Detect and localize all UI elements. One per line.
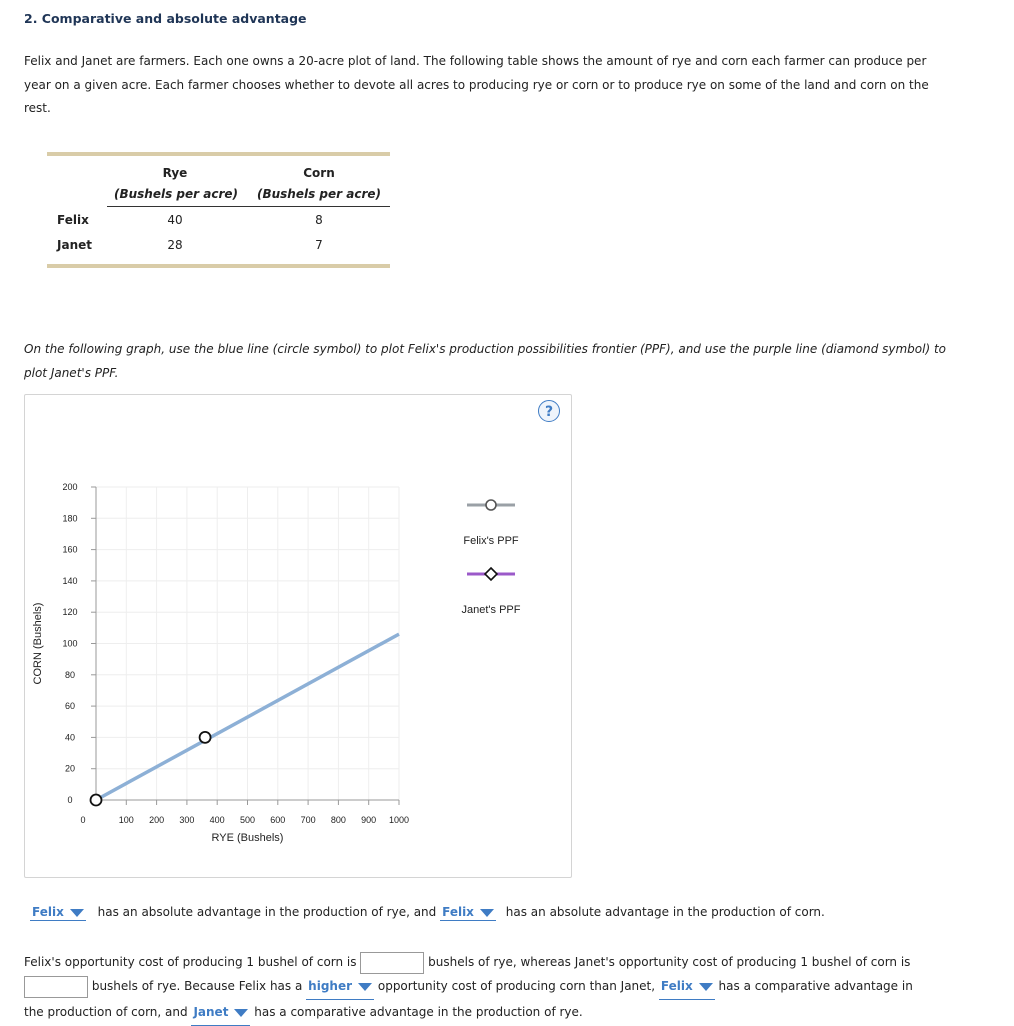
chevron-down-icon <box>70 909 84 917</box>
comparative-advantage-corn-dropdown[interactable] <box>659 974 715 1000</box>
row-label-felix: Felix <box>57 213 89 227</box>
x-tick-label: 400 <box>209 815 225 825</box>
y-tick-labels <box>62 482 77 805</box>
y-tick-label: 60 <box>64 701 76 712</box>
comparative-advantage-rye-dropdown[interactable] <box>191 1000 250 1026</box>
cell-janet-corn: 7 <box>315 238 323 252</box>
absolute-advantage-sentence <box>30 905 825 921</box>
felix-ppf-point <box>91 795 102 806</box>
y-tick-label: 140 <box>62 575 78 586</box>
opportunity-cost-paragraph <box>24 950 974 1026</box>
x-tick-label: 600 <box>270 815 286 825</box>
legend-felix-label: Felix's PPF <box>463 535 519 547</box>
y-tick-label: 40 <box>64 732 76 743</box>
dropdown-value: Felix <box>32 905 64 919</box>
cell-janet-rye: 28 <box>167 238 183 252</box>
col-corn-unit: (Bushels per acre) <box>256 187 381 201</box>
sentence-text: has a comparative advantage in the production of rye. <box>254 1005 583 1019</box>
y-tick-label: 120 <box>62 607 78 618</box>
chart-axes <box>91 487 399 805</box>
intro-paragraph: Felix and Janet are farmers. Each one owns a 20-acre plot of land. The following table shows the amount of rye and corn each farmer can produce per year on a given acre. Each farmer chooses whether to devote all acres to producing rye or corn or to produce rye on some of the land and corn on the rest. <box>24 54 929 115</box>
graph-panel <box>24 394 572 878</box>
legend-diamond-icon[interactable] <box>485 568 497 580</box>
col-rye-unit: (Bushels per acre) <box>113 187 238 201</box>
x-axis-label: RYE (Bushels) <box>211 832 284 844</box>
y-tick-label: 20 <box>64 763 76 774</box>
x-tick-label: 700 <box>300 815 316 825</box>
felix-ppf-point <box>200 732 211 743</box>
x-tick-label: 500 <box>239 815 256 825</box>
dropdown-value: Janet <box>193 1005 229 1019</box>
sentence-text: has an absolute advantage in the production of corn. <box>505 905 825 919</box>
sentence-text: bushels of rye. Because Felix has a <box>91 979 303 993</box>
x-tick-label: 200 <box>149 815 165 825</box>
dropdown-value: Felix <box>660 979 693 993</box>
legend-felix[interactable] <box>463 500 519 547</box>
x-tick-label: 900 <box>361 815 377 825</box>
header-rule <box>107 206 390 207</box>
question-heading: 2. Comparative and absolute advantage <box>24 11 307 26</box>
x-tick-label: 800 <box>330 815 346 825</box>
y-tick-label: 200 <box>62 482 78 492</box>
chart-grid <box>96 487 399 800</box>
legend-circle-icon[interactable] <box>486 500 496 510</box>
chevron-down-icon <box>699 983 713 991</box>
sentence-text: the production of corn, and <box>24 1005 188 1019</box>
opportunity-cost-comparison-dropdown[interactable] <box>306 974 374 1000</box>
x-tick-labels <box>80 815 409 825</box>
cell-felix-corn: 8 <box>315 213 323 227</box>
row-label-janet: Janet <box>57 238 92 252</box>
chart-series <box>91 634 400 805</box>
ppf-chart[interactable] <box>25 395 571 877</box>
y-tick-label: 0 <box>67 795 73 805</box>
graph-instructions: On the following graph, use the blue line (circle symbol) to plot Felix's production possibilities frontier (PPF), and use the purple line (diamond symbol) to plot Janet's PPF. <box>24 342 947 380</box>
x-tick-label: 300 <box>179 815 195 825</box>
x-tick-label: 100 <box>118 815 134 825</box>
sentence-text: opportunity cost of producing corn than Janet, <box>377 979 656 993</box>
chevron-down-icon <box>234 1009 248 1017</box>
sentence-text: Felix's opportunity cost of producing 1 bushel of corn is <box>24 955 357 969</box>
y-tick-label: 100 <box>62 638 78 649</box>
cell-felix-rye: 40 <box>167 213 183 227</box>
col-rye-title: Rye <box>162 166 188 180</box>
sentence-text: has a comparative advantage in <box>718 979 913 993</box>
col-corn-title: Corn <box>303 166 335 180</box>
y-tick-label: 160 <box>62 544 78 555</box>
x-tick-label: 1000 <box>388 815 410 825</box>
felix-opportunity-cost-input[interactable] <box>360 952 424 974</box>
production-table <box>47 152 390 268</box>
help-icon[interactable]: ? <box>538 400 560 422</box>
x-tick-label: 0 <box>80 815 86 825</box>
table-top-rule <box>47 152 390 156</box>
chevron-down-icon <box>358 983 372 991</box>
chevron-down-icon <box>480 909 494 917</box>
legend-janet[interactable] <box>462 568 521 616</box>
dropdown-value: higher <box>308 979 353 993</box>
legend-janet-label: Janet's PPF <box>461 604 521 616</box>
absolute-advantage-corn-dropdown[interactable] <box>440 905 496 921</box>
sentence-text: has an absolute advantage in the production of rye, and <box>97 905 437 919</box>
sentence-text: bushels of rye, whereas Janet's opportunity cost of producing 1 bushel of corn is <box>428 955 911 969</box>
y-tick-label: 80 <box>64 669 76 680</box>
table-bottom-rule <box>47 264 390 268</box>
y-axis-label: CORN (Bushels) <box>32 602 44 685</box>
dropdown-value: Felix <box>442 905 474 919</box>
absolute-advantage-rye-dropdown[interactable] <box>30 905 86 921</box>
janet-opportunity-cost-input[interactable] <box>24 976 88 998</box>
y-tick-label: 180 <box>62 513 78 524</box>
